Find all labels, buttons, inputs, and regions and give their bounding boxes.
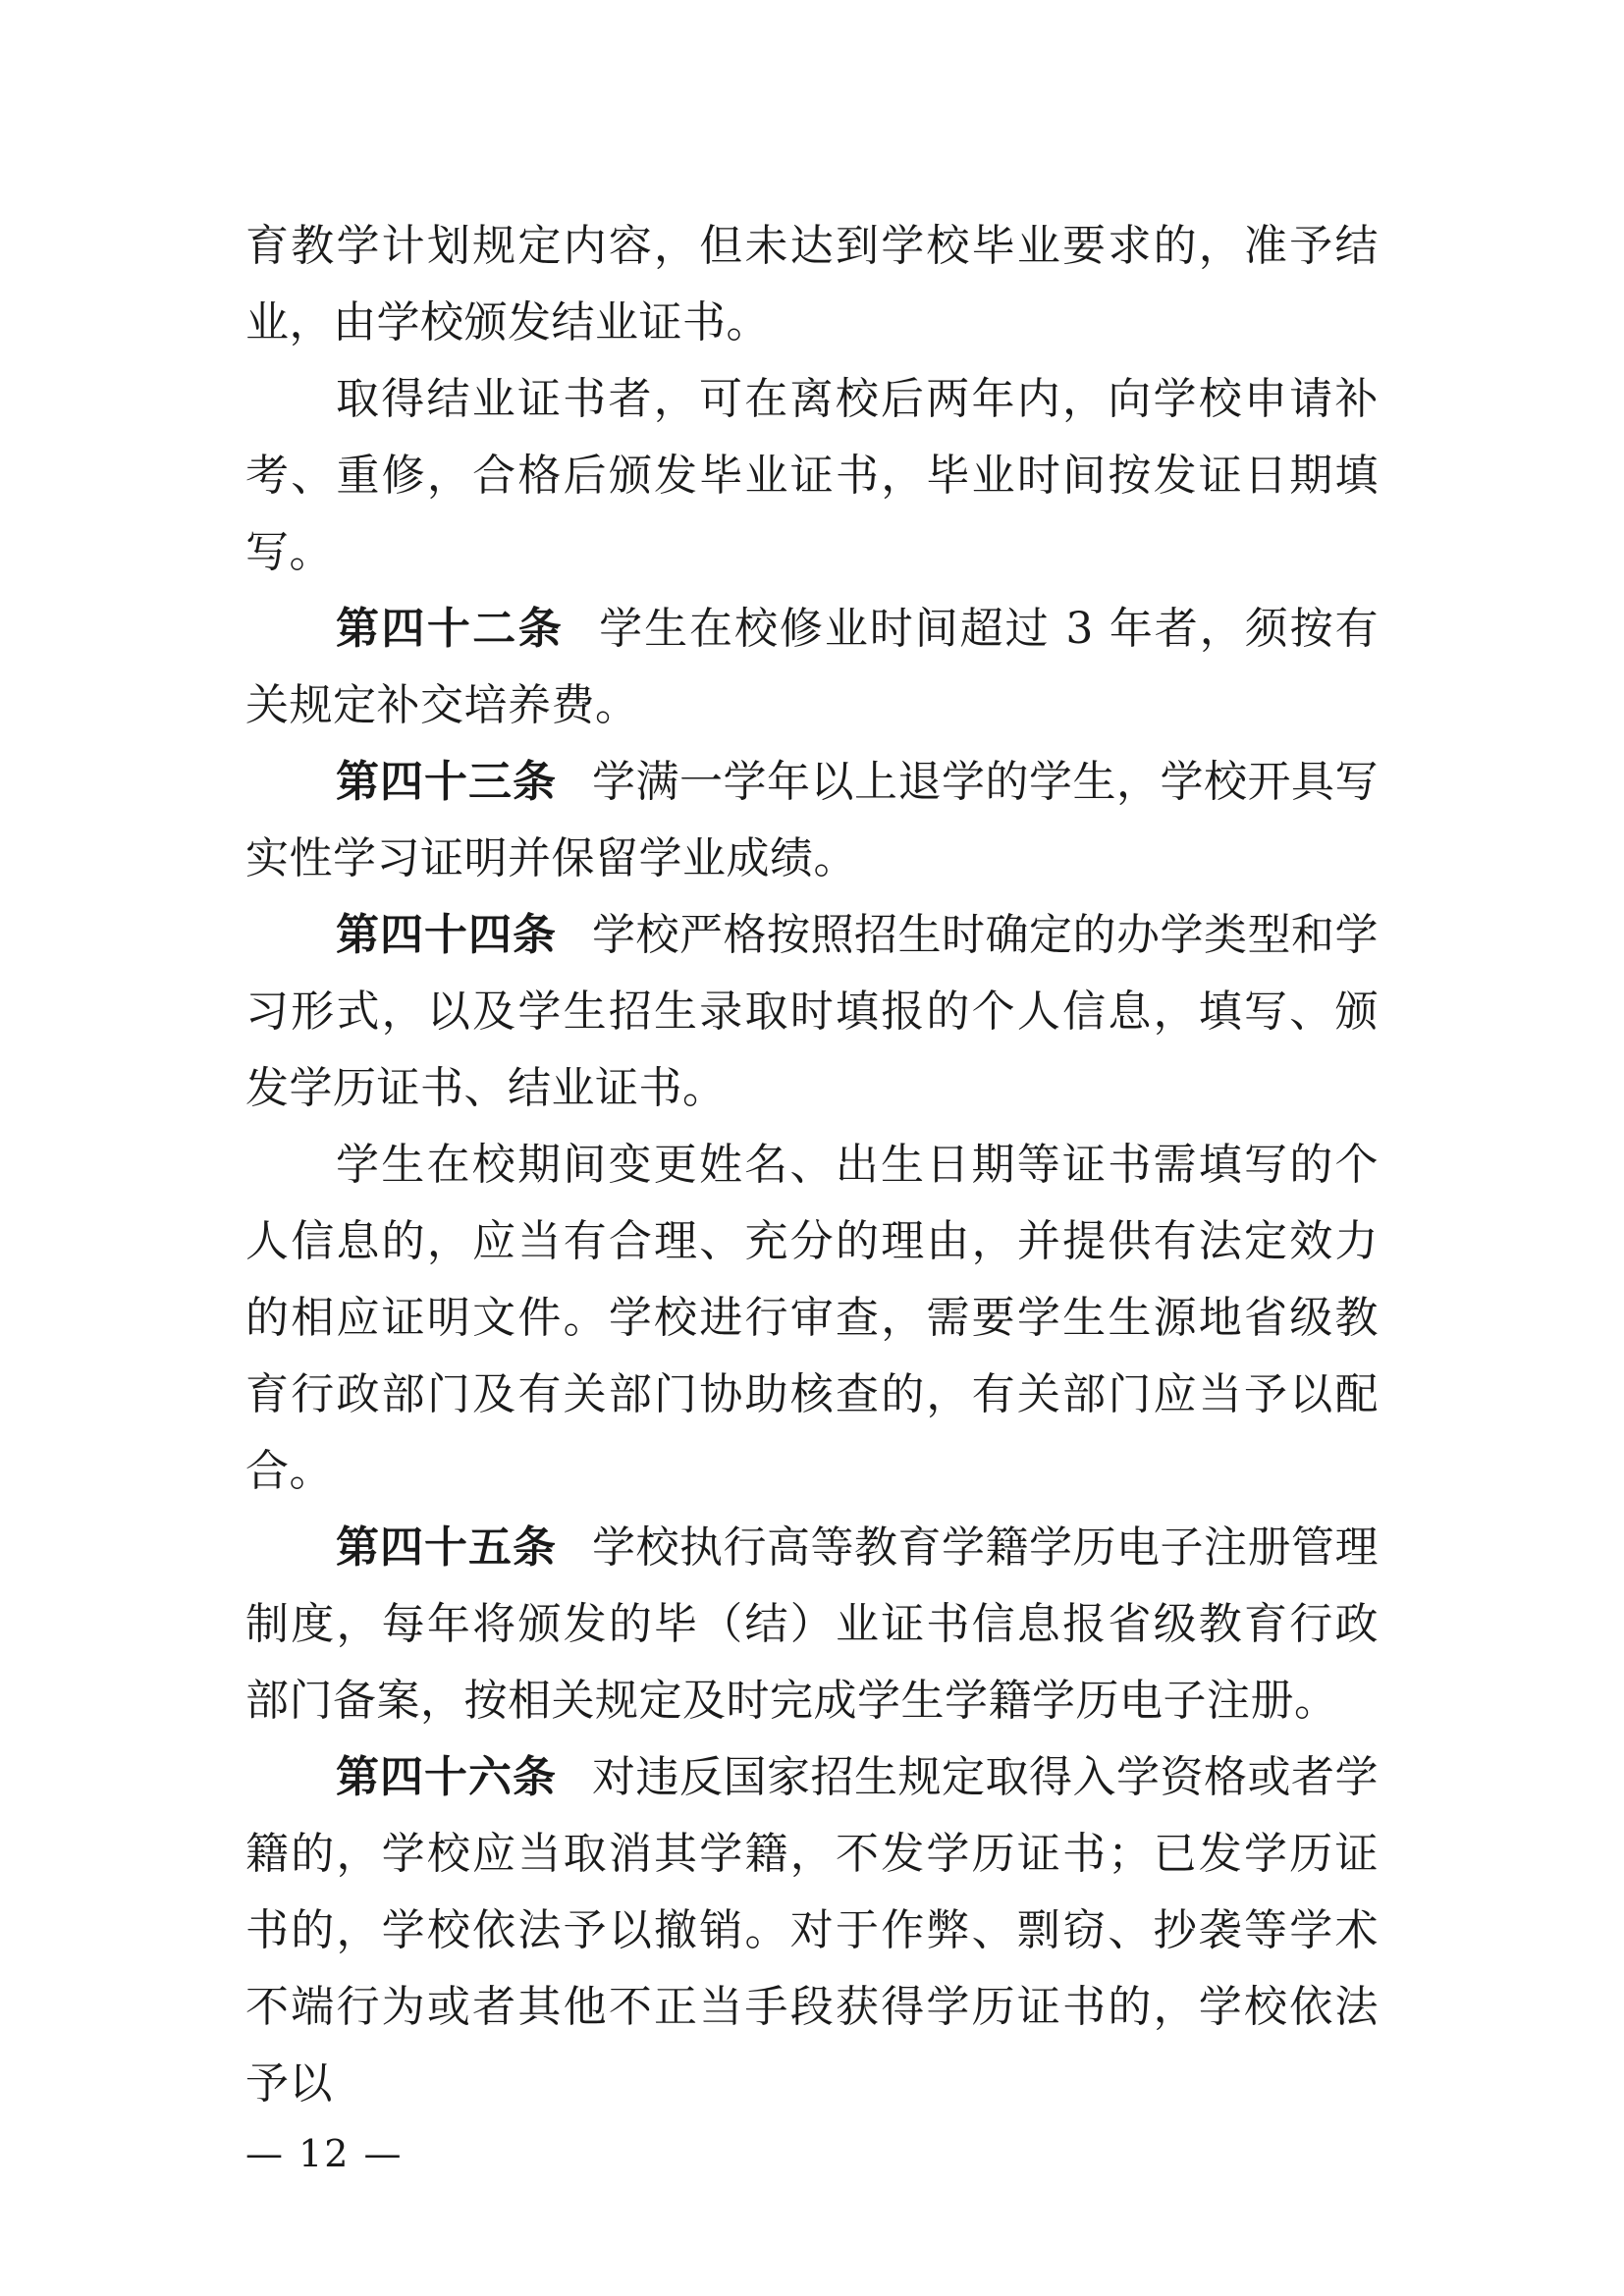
paragraph-text: 对违反国家招生规定取得入学资格或者学籍的，学校应当取消其学籍，不发学历证书；已发学历证书的，学校依法予以撤销。对于作弊、剽窃、抄袭等学术不端行为或者其他不正当手段获得学历证书的，学校依法予以 xyxy=(245,1752,1379,2109)
page-number: — 12 — xyxy=(245,2132,404,2175)
paragraph xyxy=(245,1739,1379,2122)
paragraph-text: 学满一学年以上退学的学生，学校开具写实性学习证明并保留学业成绩。 xyxy=(245,757,1379,883)
paragraph-text: 学校执行高等教育学籍学历电子注册管理制度，每年将颁发的毕（结）业证书信息报省级教育行政部门备案，按相关规定及时完成学生学籍学历电子注册。 xyxy=(245,1522,1379,1726)
paragraph xyxy=(245,897,1379,1127)
article-heading: 第四十五条 xyxy=(336,1522,557,1573)
paragraph-text: 学生在校修业时间超过 3 年者，须按有关规定补交培养费。 xyxy=(245,604,1380,730)
paragraph-text: 学生在校期间变更姓名、出生日期等证书需填写的个人信息的，应当有合理、充分的理由，并提供有法定效力的相应证明文件。学校进行审查，需要学生生源地省级教育行政部门及有关部门协助核查的，有关部门应当予以配合。 xyxy=(245,1140,1379,1496)
paragraph xyxy=(245,1510,1379,1739)
paragraph-text: 学校严格按照招生时确定的办学类型和学习形式，以及学生招生录取时填报的个人信息，填写、颁发学历证书、结业证书。 xyxy=(245,910,1379,1113)
paragraph xyxy=(245,1127,1379,1510)
paragraph xyxy=(245,744,1379,897)
article-heading: 第四十三条 xyxy=(336,757,557,807)
paragraph xyxy=(245,591,1379,744)
paragraph-text: 取得结业证书者，可在离校后两年内，向学校申请补考、重修，合格后颁发毕业证书，毕业时间按发证日期填写。 xyxy=(245,374,1379,577)
paragraph xyxy=(245,361,1379,591)
paragraph-text: 育教学计划规定内容，但未达到学校毕业要求的，准予结业，由学校颁发结业证书。 xyxy=(245,221,1379,347)
article-heading: 第四十二条 xyxy=(336,604,565,654)
article-heading: 第四十六条 xyxy=(336,1752,557,1802)
paragraph xyxy=(245,208,1379,361)
article-heading: 第四十四条 xyxy=(336,910,557,960)
body-text xyxy=(245,208,1379,2122)
